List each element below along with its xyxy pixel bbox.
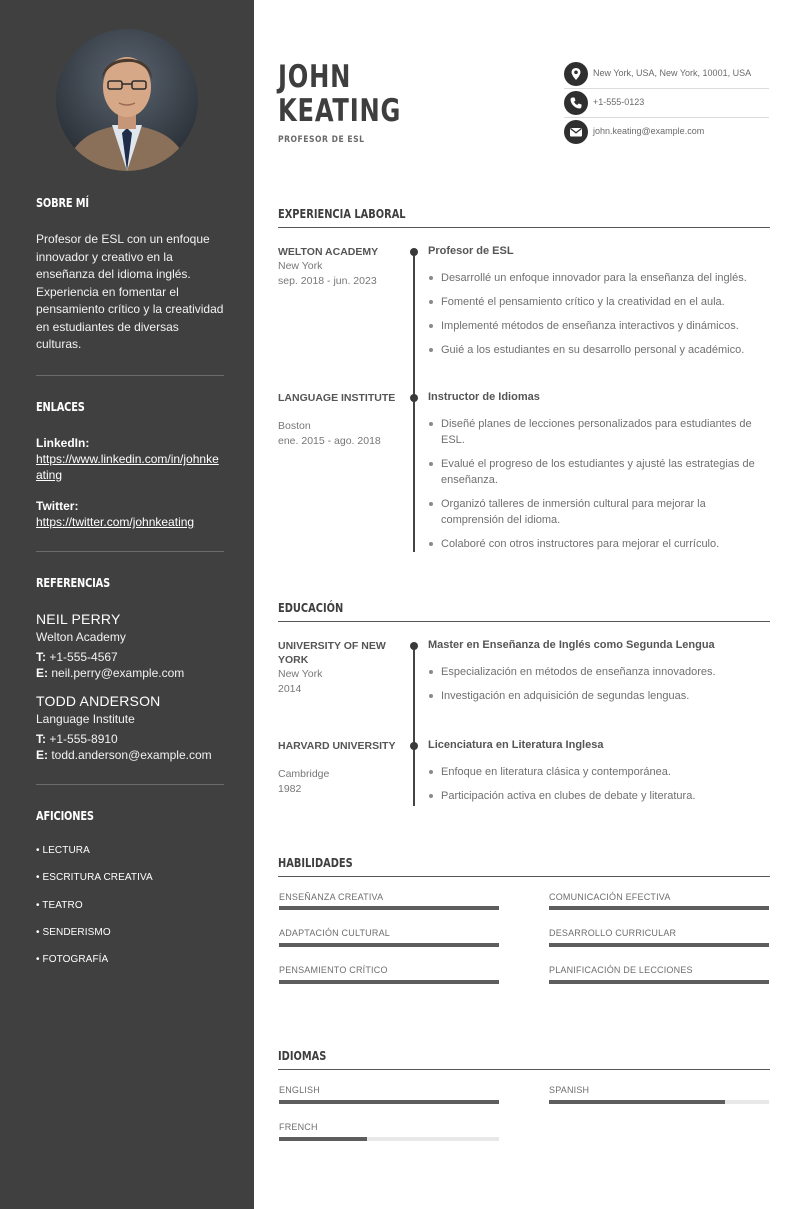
map-pin-icon [564, 62, 588, 86]
language-label: ENGLISH [279, 1085, 320, 1095]
hobby-item: • ESCRITURA CREATIVA [36, 872, 153, 883]
envelope-icon [564, 120, 588, 144]
languages-section-title: IDIOMAS [278, 1049, 327, 1063]
reference-email: E: neil.perry@example.com [36, 666, 185, 680]
sidebar-divider [36, 784, 224, 785]
contact-phone-row [564, 89, 769, 118]
about-text: Profesor de ESL con un enfoque innovador y creativo en la enseñanza del idioma inglés. Experiencia en fomentar el pensamiento crítico y la creatividad en estudiantes de diversas culturas. [36, 232, 224, 351]
section-rule [278, 227, 770, 228]
education-bullet: Especialización en métodos de enseñanza innovadores. [428, 664, 770, 680]
skill-label: PENSAMIENTO CRÍTICO [279, 965, 388, 975]
skill-bar [549, 980, 769, 984]
skill-label: ADAPTACIÓN CULTURAL [279, 928, 390, 938]
twitter-link[interactable]: https://twitter.com/johnkeating [36, 515, 195, 529]
experience-bullet: Evalué el progreso de los estudiantes y ajusté las estrategias de enseñanza. [428, 456, 770, 488]
experience-bullet: Implementé métodos de enseñanza interactivos y dinámicos. [428, 318, 770, 334]
education-bullet: Enfoque en literatura clásica y contemporánea. [428, 764, 770, 780]
skill-bar-fill [549, 980, 769, 984]
hobbies-section-title: AFICIONES [36, 809, 94, 823]
reference-email: E: todd.anderson@example.com [36, 748, 212, 762]
employment-dates: ene. 2015 - ago. 2018 [278, 435, 381, 447]
timeline-dot [410, 642, 418, 650]
linkedin-link[interactable]: https://www.linkedin.com/in/johnkeating [36, 452, 219, 482]
phone-icon [564, 91, 588, 115]
education-section-title: EDUCACIÓN [278, 601, 344, 615]
language-bar-fill [549, 1100, 725, 1104]
contact-email[interactable]: john.keating@example.com [593, 126, 705, 136]
experience-timeline [413, 252, 415, 552]
profile-photo [56, 29, 198, 171]
last-name: KEATING [278, 93, 402, 129]
contact-address-row [564, 60, 769, 89]
education-bullet: Investigación en adquisición de segundas lenguas. [428, 688, 770, 704]
reference-phone: T: +1-555-8910 [36, 732, 118, 746]
sidebar [0, 0, 254, 1209]
job-role: Instructor de Idiomas [428, 391, 540, 403]
reference-name: TODD ANDERSON [36, 693, 161, 709]
skill-label: ENSEÑANZA CREATIVA [279, 892, 384, 902]
experience-bullet: Organizó talleres de inmersión cultural para mejorar la comprensión del idioma. [428, 496, 770, 528]
reference-org: Welton Academy [36, 630, 126, 644]
about-section-title: SOBRE MÍ [36, 196, 89, 210]
reference-phone: T: +1-555-4567 [36, 650, 118, 664]
skill-bar-fill [279, 906, 499, 910]
degree-name: Licenciatura en Literatura Inglesa [428, 739, 604, 751]
skill-bar-fill [549, 906, 769, 910]
school-name: UNIVERSITY OF NEW YORK [278, 640, 386, 666]
experience-bullet: Fomenté el pensamiento crítico y la creatividad en el aula. [428, 294, 770, 310]
language-bar-fill [279, 1137, 367, 1141]
hobby-item: • LECTURA [36, 845, 90, 856]
skill-bar [549, 906, 769, 910]
reference-org: Language Institute [36, 712, 135, 726]
education-timeline [413, 646, 415, 806]
skill-bar [549, 943, 769, 947]
experience-bullet: Guié a los estudiantes en su desarrollo personal y académico. [428, 342, 770, 358]
employer-name: LANGUAGE INSTITUTE [278, 392, 396, 404]
language-bar [279, 1137, 499, 1141]
skill-bar [279, 980, 499, 984]
skill-bar [279, 906, 499, 910]
experience-section-title: EXPERIENCIA LABORAL [278, 207, 406, 221]
timeline-dot [410, 248, 418, 256]
skill-label: DESARROLLO CURRICULAR [549, 928, 677, 938]
experience-bullet: Colaboré con otros instructores para mejorar el currículo. [428, 536, 770, 552]
sidebar-divider [36, 375, 224, 376]
language-label: FRENCH [279, 1122, 318, 1132]
graduation-year: 2014 [278, 683, 302, 695]
hobby-item: • SENDERISMO [36, 927, 111, 938]
section-rule [278, 621, 770, 622]
skill-label: PLANIFICACIÓN DE LECCIONES [549, 965, 693, 975]
sidebar-divider [36, 551, 224, 552]
language-bar-fill [279, 1100, 499, 1104]
school-location: Cambridge [278, 768, 330, 780]
job-title: PROFESOR DE ESL [278, 135, 365, 145]
education-bullet: Participación activa en clubes de debate y literatura. [428, 788, 770, 804]
experience-bullet: Diseñé planes de lecciones personalizados para estudiantes de ESL. [428, 416, 770, 448]
linkedin-label: LinkedIn: [36, 436, 90, 450]
experience-bullet: Desarrollé un enfoque innovador para la enseñanza del inglés. [428, 270, 770, 286]
school-name: HARVARD UNIVERSITY [278, 740, 396, 752]
employment-dates: sep. 2018 - jun. 2023 [278, 275, 377, 287]
skills-section-title: HABILIDADES [278, 856, 353, 870]
employer-location: New York [278, 260, 323, 272]
skill-label: COMUNICACIÓN EFECTIVA [549, 892, 671, 902]
contact-phone: +1-555-0123 [593, 97, 645, 107]
skill-bar-fill [279, 943, 499, 947]
twitter-label: Twitter: [36, 499, 79, 513]
employer-location: Boston [278, 420, 311, 432]
timeline-dot [410, 394, 418, 402]
section-rule [278, 1069, 770, 1070]
contact-email-row [564, 118, 769, 147]
language-label: SPANISH [549, 1085, 590, 1095]
skill-bar-fill [549, 943, 769, 947]
language-bar [549, 1100, 769, 1104]
language-bar [279, 1100, 499, 1104]
references-section-title: REFERENCIAS [36, 576, 111, 590]
degree-name: Master en Enseñanza de Inglés como Segunda Lengua [428, 639, 715, 651]
employer-name: WELTON ACADEMY [278, 246, 379, 258]
timeline-dot [410, 742, 418, 750]
portrait-image [56, 29, 198, 171]
section-rule [278, 876, 770, 877]
contact-address: New York, USA, New York, 10001, USA [593, 68, 752, 78]
reference-name: NEIL PERRY [36, 611, 121, 627]
hobby-item: • FOTOGRAFÍA [36, 954, 109, 965]
hobby-item: • TEATRO [36, 900, 83, 911]
first-name: JOHN [278, 59, 352, 95]
links-section-title: ENLACES [36, 400, 85, 414]
school-location: New York [278, 668, 323, 680]
job-role: Profesor de ESL [428, 245, 514, 257]
graduation-year: 1982 [278, 783, 302, 795]
skill-bar-fill [279, 980, 499, 984]
skill-bar [279, 943, 499, 947]
